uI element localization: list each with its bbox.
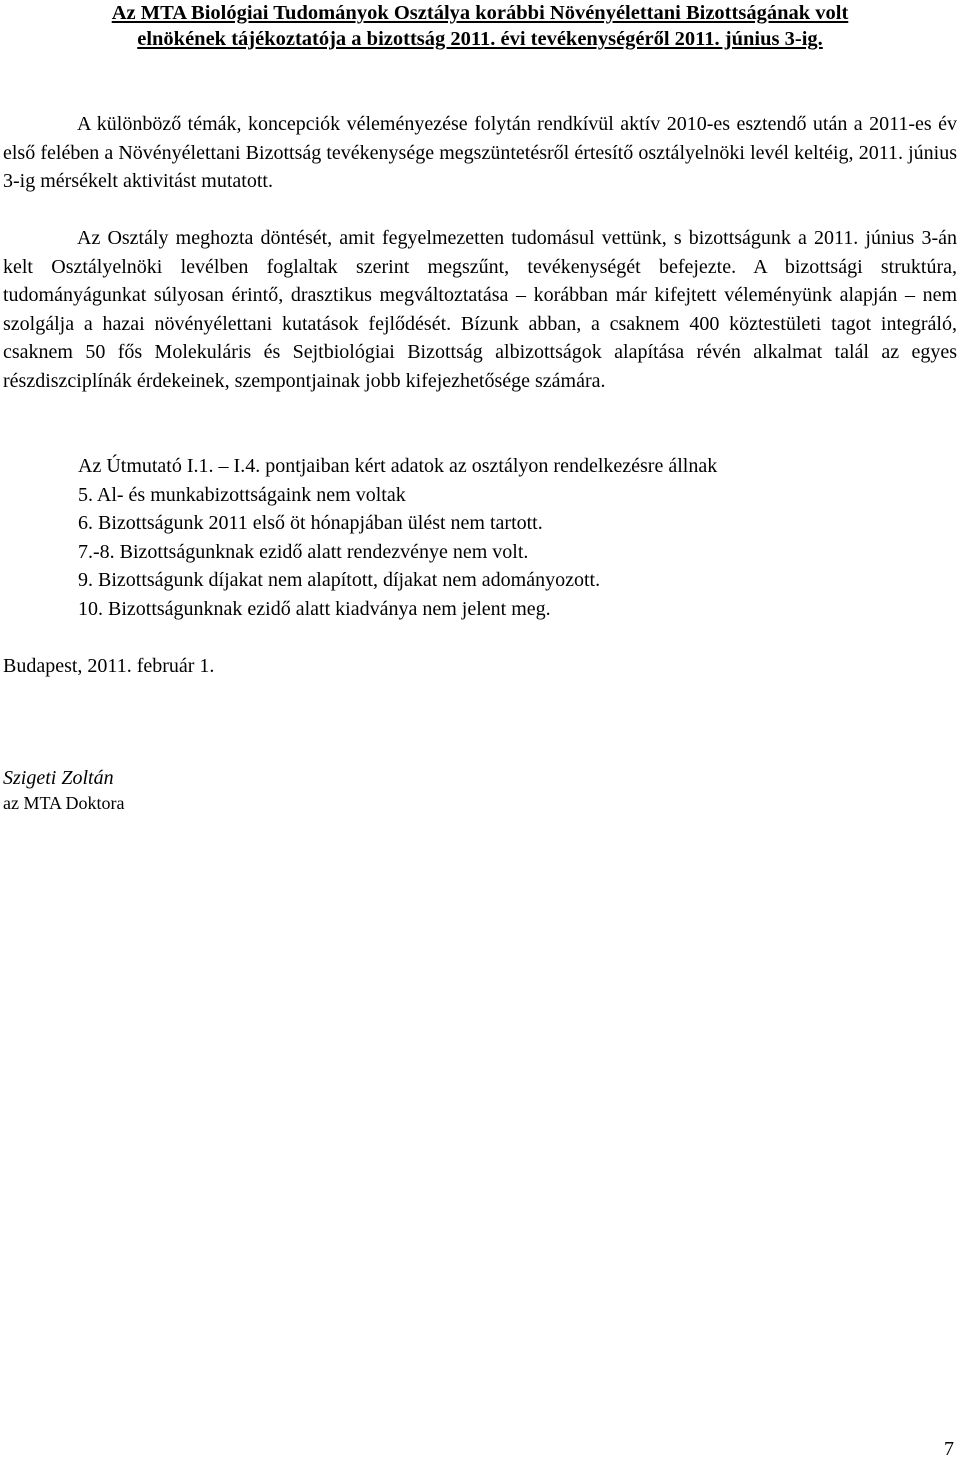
- report-items-list: [78, 452, 717, 623]
- signature-name: Szigeti Zoltán: [3, 767, 114, 789]
- list-item: 9. Bizottságunk díjakat nem alapított, díjakat nem adományozott.: [78, 569, 601, 591]
- title-line-2: elnökének tájékoztatója a bizottság 2011. évi tevékenységéről 2011. június 3-ig.: [137, 28, 823, 50]
- place-and-date: Budapest, 2011. február 1.: [3, 655, 215, 677]
- list-item: 5. Al- és munkabizottságaink nem voltak: [78, 483, 406, 506]
- list-item: 6. Bizottságunk 2011 első öt hónapjában ülést nem tartott.: [78, 512, 543, 534]
- list-item: 10. Bizottságunknak ezidő alatt kiadványa nem jelent meg.: [78, 597, 551, 620]
- paragraph-decision: Az Osztály meghozta döntését, amit fegyelmezetten tudomásul vettünk, s bizottságunk a 2011. június 3-án kelt Osztályelnöki levélben foglaltak szerint megszűnt, tevékenységét befejezte. A bizottsági struktúra, tudományágunkat súlyosan érintő, drasztikus megváltoztatása – korábban már kifejtett véleményünk alapján – nem szolgálja a hazai növényélettani kutatások fejlődését. Bízunk abban, a csaknem 400 köztestületi tagot integráló, csaknem 50 fős Molekuláris és Sejtbiológiai Bizottság albizottságok alapítása révén alkalmat talál az egyes részdiszciplínák érdekeinek, szempontjainak jobb kifejezhetősége számára.: [3, 227, 957, 392]
- paragraph-intro: A különböző témák, koncepciók véleményezése folytán rendkívül aktív 2010-es esztendő után a 2011-es év első felében a Növényélettani Bizottság tevékenysége megszüntetésről értesítő osztályelnöki levél keltéig, 2011. június 3-ig mérsékelt aktivitást mutatott.: [3, 113, 957, 192]
- page-number: 7: [944, 1438, 954, 1460]
- signature-title: az MTA Doktora: [3, 793, 125, 813]
- list-item: Az Útmutató I.1. – I.4. pontjaiban kért adatok az osztályon rendelkezésre állnak: [78, 455, 718, 477]
- list-item: 7.-8. Bizottságunknak ezidő alatt rendezvénye nem volt.: [78, 540, 529, 563]
- document-title: [0, 0, 960, 52]
- title-line-1: Az MTA Biológiai Tudományok Osztálya korábbi Növényélettani Bizottságának volt: [111, 2, 849, 24]
